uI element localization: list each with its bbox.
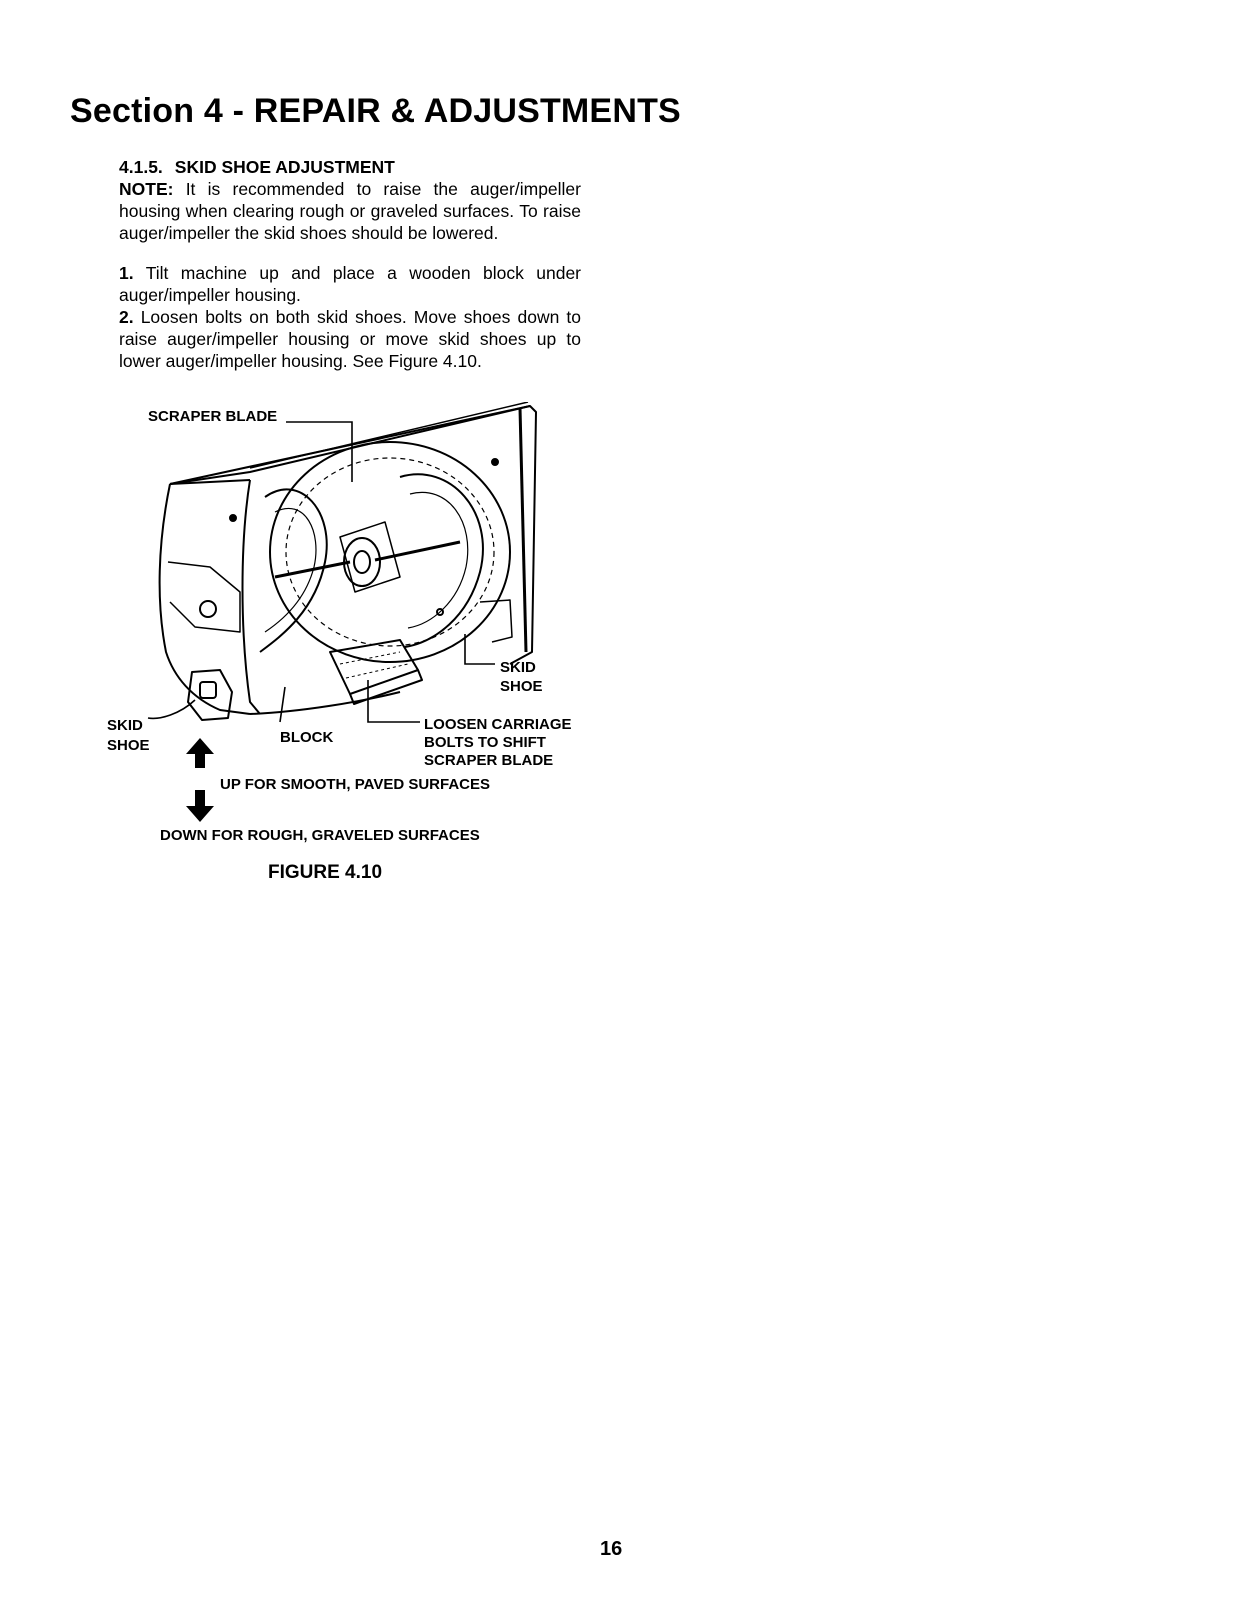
step-1 <box>119 262 581 306</box>
step-number: 2. <box>119 307 134 327</box>
subsection-number: 4.1.5. <box>119 157 163 177</box>
step-text: Loosen bolts on both skid shoes. Move shoes down to raise auger/impeller housing or move skid shoes up to lower auger/impeller housing. See Figure 4.10. <box>119 307 581 371</box>
page-number: 16 <box>600 1538 623 1560</box>
label-loosen-1: LOOSEN CARRIAGE <box>424 716 572 733</box>
label-down-arrow: DOWN FOR ROUGH, GRAVELED SURFACES <box>160 827 480 844</box>
label-scraper-blade: SCRAPER BLADE <box>148 408 278 425</box>
section-title: Section 4 - REPAIR & ADJUSTMENTS <box>70 92 681 130</box>
note-label: NOTE: <box>119 179 174 199</box>
label-skid-shoe-left-2: SHOE <box>107 737 150 754</box>
label-up-arrow: UP FOR SMOOTH, PAVED SURFACES <box>220 776 491 793</box>
note-text: It is recommended to raise the auger/impeller housing when clearing rough or graveled surfaces. To raise auger/impeller the skid shoes should be lowered. <box>119 179 581 243</box>
step-text: Tilt machine up and place a wooden block under auger/impeller housing. <box>119 263 582 305</box>
figure-4-10 <box>100 402 600 892</box>
figure-caption: FIGURE 4.10 <box>268 862 383 883</box>
auger-housing-illustration <box>100 402 600 892</box>
note-paragraph <box>119 178 581 244</box>
subsection-heading <box>119 156 581 178</box>
subsection-title: SKID SHOE ADJUSTMENT <box>174 157 395 177</box>
step-2 <box>119 306 581 372</box>
label-loosen-2: BOLTS TO SHIFT <box>424 734 546 751</box>
label-skid-shoe-left-1: SKID <box>107 717 143 734</box>
step-number: 1. <box>119 263 134 283</box>
label-loosen-3: SCRAPER BLADE <box>424 752 554 769</box>
body-text <box>119 156 581 372</box>
label-block: BLOCK <box>280 729 334 746</box>
label-skid-shoe-right-2: SHOE <box>500 678 543 695</box>
label-skid-shoe-right-1: SKID <box>500 659 536 676</box>
